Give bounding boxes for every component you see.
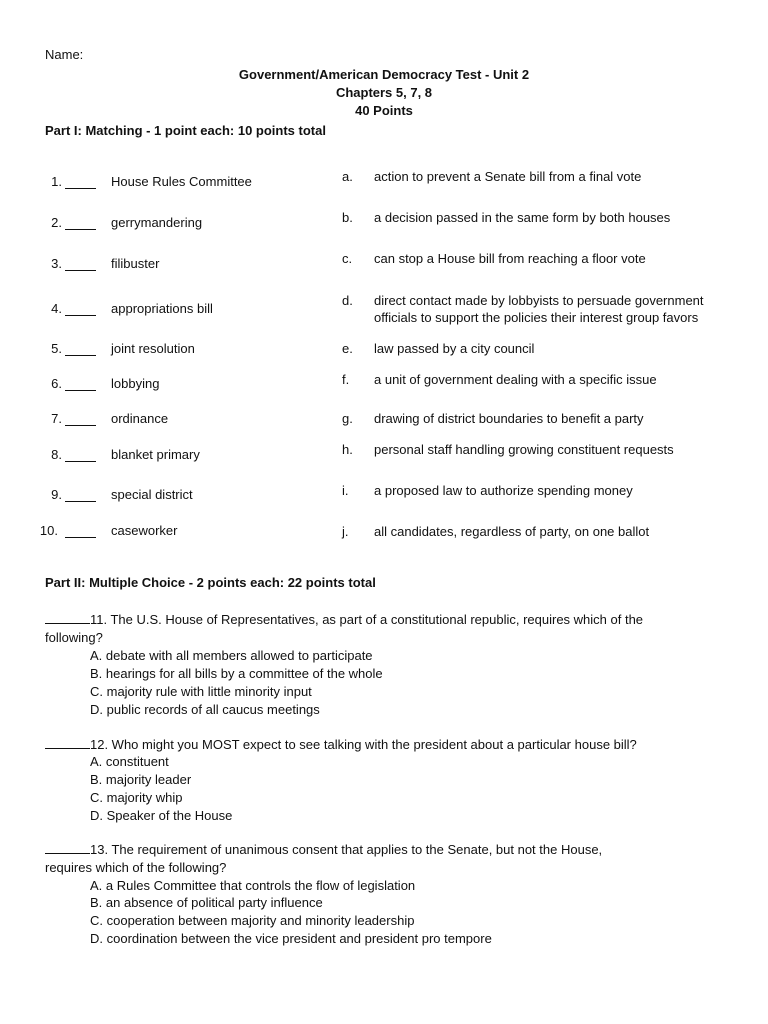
term-number: 7.	[51, 411, 62, 426]
term-number: 8.	[51, 447, 62, 462]
definition-text: direct contact made by lobbyists to persuade government	[374, 293, 704, 308]
definition-text-continued: officials to support the policies their interest group favors	[374, 310, 699, 325]
question-text: 11. The U.S. House of Representatives, as part of a constitutional republic, requires which of the	[90, 612, 644, 627]
term-number: 3.	[51, 256, 62, 271]
definition-letter: j.	[342, 524, 349, 539]
option-c: C. cooperation between majority and minority leadership	[90, 913, 415, 928]
part2-heading: Part II: Multiple Choice - 2 points each: 22 points total	[45, 575, 376, 590]
option-d: D. coordination between the vice president and president pro tempore	[90, 931, 492, 946]
answer-blank[interactable]	[65, 228, 96, 230]
question-line	[45, 611, 643, 628]
definition-letter: g.	[342, 411, 353, 426]
definition-letter: f.	[342, 372, 350, 387]
definition-text: action to prevent a Senate bill from a final vote	[374, 169, 642, 184]
option-a: A. constituent	[90, 754, 169, 769]
definition-text: drawing of district boundaries to benefit a party	[374, 411, 644, 426]
term-text: blanket primary	[111, 447, 200, 462]
part1-heading: Part I: Matching - 1 point each: 10 points total	[45, 123, 326, 138]
answer-blank[interactable]	[65, 187, 96, 189]
definition-text: can stop a House bill from reaching a floor vote	[374, 251, 646, 266]
option-a: A. a Rules Committee that controls the flow of legislation	[90, 878, 416, 893]
option-a: A. debate with all members allowed to participate	[90, 648, 373, 663]
answer-blank[interactable]	[65, 500, 96, 502]
points-line: 40 Points	[355, 103, 413, 118]
term-text: caseworker	[111, 523, 178, 538]
answer-blank[interactable]	[65, 314, 96, 316]
term-text: special district	[111, 487, 193, 502]
term-text: appropriations bill	[111, 301, 213, 316]
answer-blank[interactable]	[65, 354, 96, 356]
answer-blank[interactable]	[65, 424, 96, 426]
option-b: B. hearings for all bills by a committee of the whole	[90, 666, 383, 681]
term-text: joint resolution	[111, 341, 195, 356]
answer-blank[interactable]	[65, 536, 96, 538]
option-c: C. majority whip	[90, 790, 183, 805]
term-number: 9.	[51, 487, 62, 502]
definition-letter: i.	[342, 483, 349, 498]
question-text: 12. Who might you MOST expect to see talking with the president about a particular house bill?	[90, 737, 637, 752]
chapters-line: Chapters 5, 7, 8	[335, 85, 433, 100]
term-text: House Rules Committee	[111, 174, 252, 189]
term-number: 1.	[51, 174, 62, 189]
definition-text: law passed by a city council	[374, 341, 535, 356]
option-d: D. public records of all caucus meetings	[90, 702, 320, 717]
definition-letter: h.	[342, 442, 353, 457]
answer-blank[interactable]	[45, 622, 90, 624]
term-number: 4.	[51, 301, 62, 316]
definition-letter: b.	[342, 210, 353, 225]
definition-text: all candidates, regardless of party, on one ballot	[374, 524, 650, 539]
question-text: 13. The requirement of unanimous consent that applies to the Senate, but not the House,	[90, 842, 603, 857]
term-text: filibuster	[111, 256, 160, 271]
question-text-continued: requires which of the following?	[45, 860, 227, 875]
test-title: Government/American Democracy Test - Unit 2	[238, 67, 530, 82]
option-b: B. majority leader	[90, 772, 192, 787]
definition-text: a proposed law to authorize spending money	[374, 483, 633, 498]
answer-blank[interactable]	[65, 460, 96, 462]
definition-letter: e.	[342, 341, 353, 356]
option-c: C. majority rule with little minority input	[90, 684, 312, 699]
answer-blank[interactable]	[45, 747, 90, 749]
term-number: 6.	[51, 376, 62, 391]
term-number: 2.	[51, 215, 62, 230]
answer-blank[interactable]	[45, 852, 90, 854]
term-text: ordinance	[111, 411, 169, 426]
answer-blank[interactable]	[65, 269, 96, 271]
question-line	[45, 841, 602, 858]
option-d: D. Speaker of the House	[90, 808, 233, 823]
term-text: lobbying	[111, 376, 160, 391]
definition-letter: d.	[342, 293, 353, 308]
term-number: 10.	[39, 523, 58, 538]
definition-text: personal staff handling growing constituent requests	[374, 442, 674, 457]
definition-letter: c.	[342, 251, 353, 266]
definition-letter: a.	[342, 169, 353, 184]
question-line	[45, 736, 637, 753]
option-b: B. an absence of political party influence	[90, 895, 323, 910]
term-text: gerrymandering	[111, 215, 203, 230]
definition-text: a unit of government dealing with a specific issue	[374, 372, 657, 387]
definition-text: a decision passed in the same form by both houses	[374, 210, 671, 225]
answer-blank[interactable]	[65, 389, 96, 391]
name-label: Name:	[45, 47, 84, 62]
question-text-continued: following?	[45, 630, 103, 645]
term-number: 5.	[51, 341, 62, 356]
